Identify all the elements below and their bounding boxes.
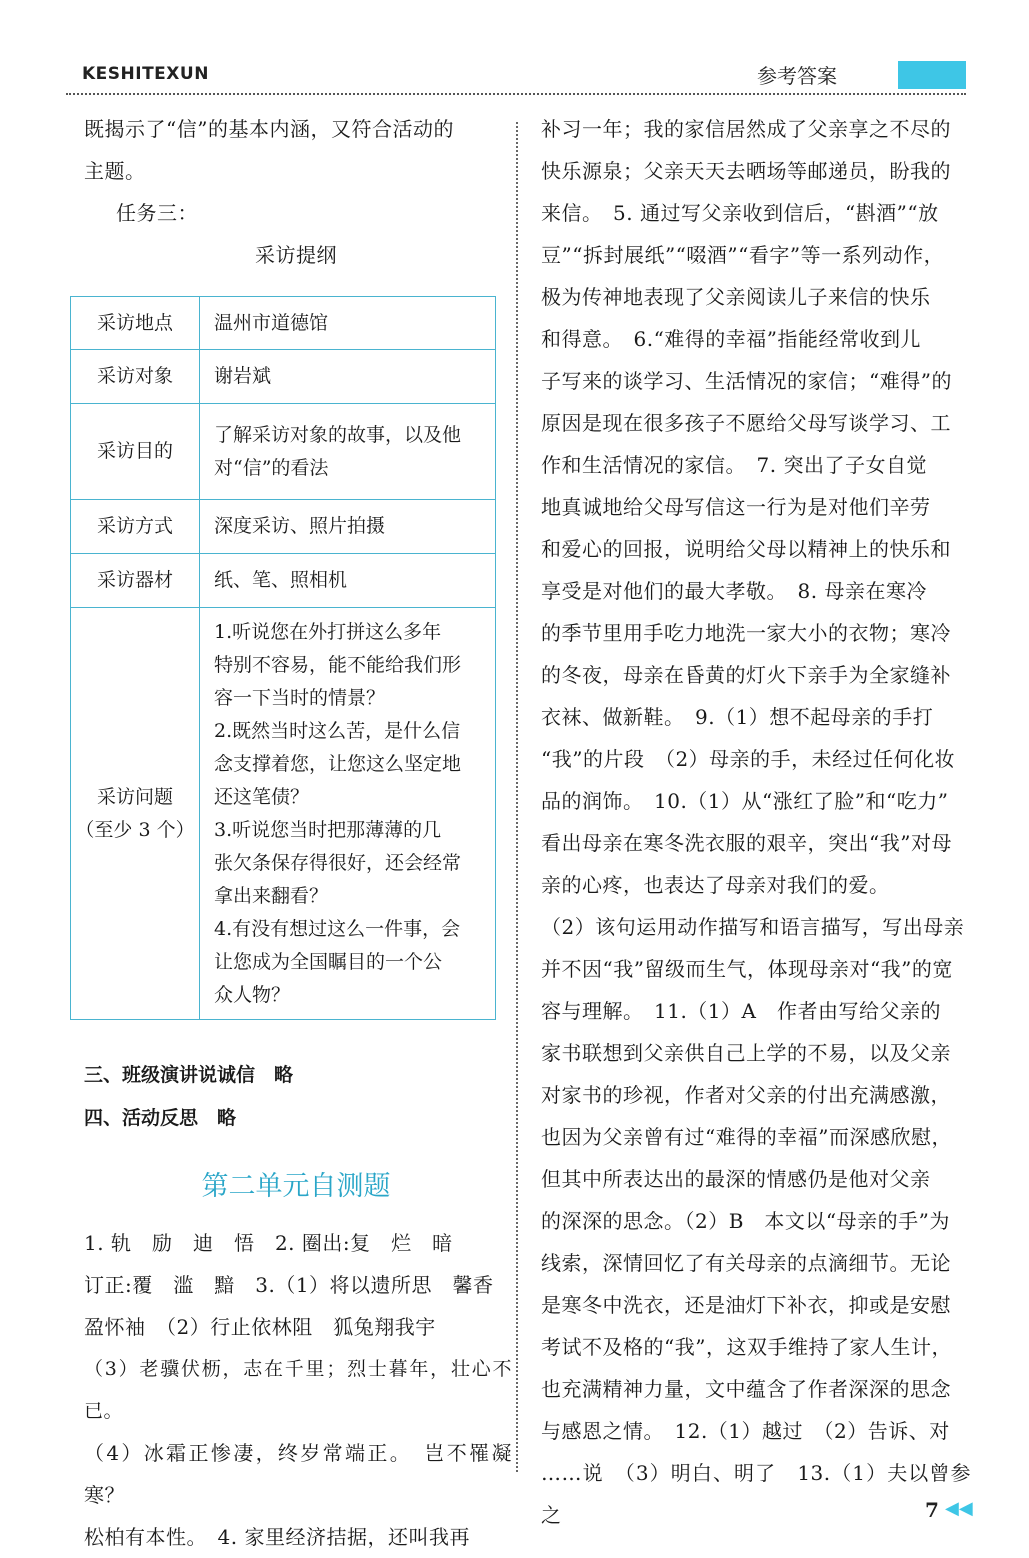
answer-line: 但其中所表达出的最深的情感仍是他对父亲 bbox=[541, 1167, 931, 1191]
value-text: 对“信”的看法 bbox=[214, 456, 329, 479]
answer-line: 容与理解。 11.（1）A 作者由写给父亲的 bbox=[541, 999, 941, 1023]
key-text: 采访问题 bbox=[96, 785, 173, 808]
interview-outline-table bbox=[70, 296, 496, 1020]
answer-line: 家书联想到父亲供自己上学的不易，以及父亲 bbox=[541, 1041, 951, 1065]
answer-line: 也充满精神力量，文中蕴含了作者深深的思念 bbox=[541, 1377, 951, 1401]
outline-title: 采访提纲 bbox=[255, 243, 337, 267]
answer-line: 品的润饰。 10.（1）从“涨红了脸”和“吃力” bbox=[541, 789, 949, 813]
answer-line: 的季节里用手吃力地洗一家大小的衣物；寒冷 bbox=[541, 621, 951, 645]
answer-line: 与感恩之情。 12.（1）越过 （2）告诉、对 bbox=[541, 1419, 950, 1443]
answer-line: 线索，深情回忆了有关母亲的点滴细节。无论 bbox=[541, 1251, 951, 1275]
value-text: 4.有没有想过这么一件事，会 bbox=[214, 917, 461, 940]
page-number: 7 bbox=[925, 1498, 939, 1522]
table-key bbox=[71, 500, 200, 554]
answer-line: ……说 （3）明白、明了 13.（1）夫以曾参之 bbox=[541, 1461, 971, 1527]
intro-line: 既揭示了“信”的基本内涵，又符合活动的 bbox=[84, 117, 454, 141]
key-text: 采访目的 bbox=[96, 440, 173, 462]
value-text: 温州市道德馆 bbox=[214, 311, 329, 334]
answer-line: 订正:覆 滥 黯 3.（1）将以遗所思 馨香 bbox=[84, 1273, 494, 1297]
table-row bbox=[71, 404, 496, 500]
answer-line: 的深深的思念。（2）B 本文以“母亲的手”为 bbox=[541, 1209, 950, 1233]
answer-line: 是寒冬中洗衣，还是油灯下补衣，抑或是安慰 bbox=[541, 1293, 951, 1317]
right-column bbox=[541, 108, 971, 1536]
value-text: 念支撑着您，让您这么坚定地 bbox=[214, 752, 462, 775]
answer-line: 豆”“拆封展纸”“啜酒”“看字”等一系列动作， bbox=[541, 243, 945, 267]
answer-line: 也因为父亲曾有过“难得的幸福”而深感欣慰， bbox=[541, 1125, 952, 1149]
table-row bbox=[71, 350, 496, 404]
value-text: 2.既然当时这么苦，是什么信 bbox=[214, 719, 461, 742]
answer-line: 盈怀袖 （2）行止依林阻 狐兔翔我宇 bbox=[84, 1315, 436, 1339]
answer-line: 快乐源泉；父亲天天去晒场等邮递员，盼我的 bbox=[541, 159, 951, 183]
table-value bbox=[200, 297, 496, 350]
header-title: 参考答案 bbox=[757, 64, 837, 88]
table-key bbox=[71, 404, 200, 500]
answer-line: 和爱心的回报，说明给父母以精神上的快乐和 bbox=[541, 537, 951, 561]
table-value bbox=[200, 500, 496, 554]
key-text: 采访对象 bbox=[96, 365, 173, 387]
answer-line: 亲的心疼，也表达了母亲对我们的爱。 bbox=[541, 873, 890, 897]
value-text: 众人物？ bbox=[214, 983, 291, 1006]
unit-title: 第二单元自测题 bbox=[201, 1171, 391, 1202]
answer-line: 子写来的谈学习、生活情况的家信；“难得”的 bbox=[541, 369, 952, 393]
answer-line: 对家书的珍视，作者对父亲的付出充满感激， bbox=[541, 1083, 951, 1107]
answer-line: （4）冰霜正惨凄，终岁常端正。 岂不罹凝寒？ bbox=[84, 1441, 512, 1507]
value-text: 还这笔债？ bbox=[214, 785, 310, 808]
task-label: 任务三： bbox=[116, 201, 198, 225]
table-row bbox=[71, 608, 496, 1020]
header-divider bbox=[66, 93, 966, 95]
answer-line: 享受是对他们的最大孝敬。 8. 母亲在寒冷 bbox=[541, 579, 927, 603]
table-key bbox=[71, 608, 200, 1020]
unit-answers bbox=[84, 1222, 512, 1558]
table-row bbox=[71, 500, 496, 554]
value-text: 特别不容易，能不能给我们形 bbox=[214, 653, 462, 676]
value-text: 3.听说您当时把那薄薄的几 bbox=[214, 818, 442, 841]
value-text: 谢岩斌 bbox=[214, 365, 272, 387]
answer-line: 原因是现在很多孩子不愿给父母写谈学习、工 bbox=[541, 411, 951, 435]
value-text: 了解采访对象的故事，以及他 bbox=[214, 423, 462, 446]
answer-line: 的冬夜，母亲在昏黄的灯火下亲手为全家缝补 bbox=[541, 663, 951, 687]
page-chevron-icon: ◀◀ bbox=[945, 1498, 973, 1519]
column-divider bbox=[516, 122, 518, 1472]
key-text: （至少 3 个） bbox=[75, 818, 195, 841]
table-row bbox=[71, 554, 496, 608]
value-text: 拿出来翻看？ bbox=[214, 884, 329, 907]
header-accent-bar bbox=[898, 61, 966, 89]
key-text: 采访地点 bbox=[96, 311, 173, 334]
answer-line: 地真诚地给父母写信这一行为是对他们辛劳 bbox=[541, 495, 931, 519]
section-three: 三、班级演讲说诚信 略 bbox=[84, 1064, 294, 1086]
value-text: 深度采访、照片拍摄 bbox=[214, 515, 386, 537]
answer-line: 极为传神地表现了父亲阅读儿子来信的快乐 bbox=[541, 285, 931, 309]
table-key bbox=[71, 554, 200, 608]
answer-line: 并不因“我”留级而生气，体现母亲对“我”的宽 bbox=[541, 957, 953, 981]
table-key bbox=[71, 350, 200, 404]
table-value bbox=[200, 350, 496, 404]
table-value bbox=[200, 608, 496, 1020]
answer-line: （2）该句运用动作描写和语言描写，写出母亲 bbox=[541, 915, 965, 939]
value-text: 容一下当时的情景？ bbox=[214, 686, 386, 709]
table-row bbox=[71, 297, 496, 350]
table-value bbox=[200, 404, 496, 500]
answer-line: “我”的片段 （2）母亲的手，未经过任何化妆 bbox=[541, 747, 956, 771]
answer-line: 考试不及格的“我”，这双手维持了家人生计， bbox=[541, 1335, 952, 1359]
left-column bbox=[84, 108, 508, 276]
answer-line: 看出母亲在寒冬洗衣服的艰辛，突出“我”对母 bbox=[541, 831, 952, 855]
table-value bbox=[200, 554, 496, 608]
answer-line: （3）老骥伏枥，志在千里；烈士暮年，壮心不已。 bbox=[84, 1358, 512, 1422]
answer-line: 和得意。 6.“难得的幸福”指能经常收到儿 bbox=[541, 327, 922, 351]
section-four: 四、活动反思 略 bbox=[84, 1107, 237, 1129]
answer-line: 衣袜、做新鞋。 9.（1）想不起母亲的手打 bbox=[541, 705, 934, 729]
answer-line: 1. 轨 励 迪 悟 2. 圈出:复 烂 暗 bbox=[84, 1231, 453, 1255]
value-text: 纸、笔、照相机 bbox=[214, 569, 348, 591]
value-text: 让您成为全国瞩目的一个公 bbox=[214, 950, 443, 973]
key-text: 采访方式 bbox=[96, 515, 173, 537]
value-text: 张欠条保存得很好，还会经常 bbox=[214, 851, 462, 874]
brand-logo-text: KESHITEXUN bbox=[82, 64, 209, 84]
value-text: 1.听说您在外打拼这么多年 bbox=[214, 620, 442, 643]
table-key bbox=[71, 297, 200, 350]
answer-line: 来信。 5. 通过写父亲收到信后，“斟酒”“放 bbox=[541, 201, 939, 225]
answer-line: 补习一年；我的家信居然成了父亲享之不尽的 bbox=[541, 117, 951, 141]
key-text: 采访器材 bbox=[96, 569, 173, 591]
answer-line: 作和生活情况的家信。 7. 突出了子女自觉 bbox=[541, 453, 927, 477]
intro-line: 主题。 bbox=[84, 159, 146, 183]
answer-line: 松柏有本性。 4. 家里经济拮据，还叫我再 bbox=[84, 1525, 470, 1549]
